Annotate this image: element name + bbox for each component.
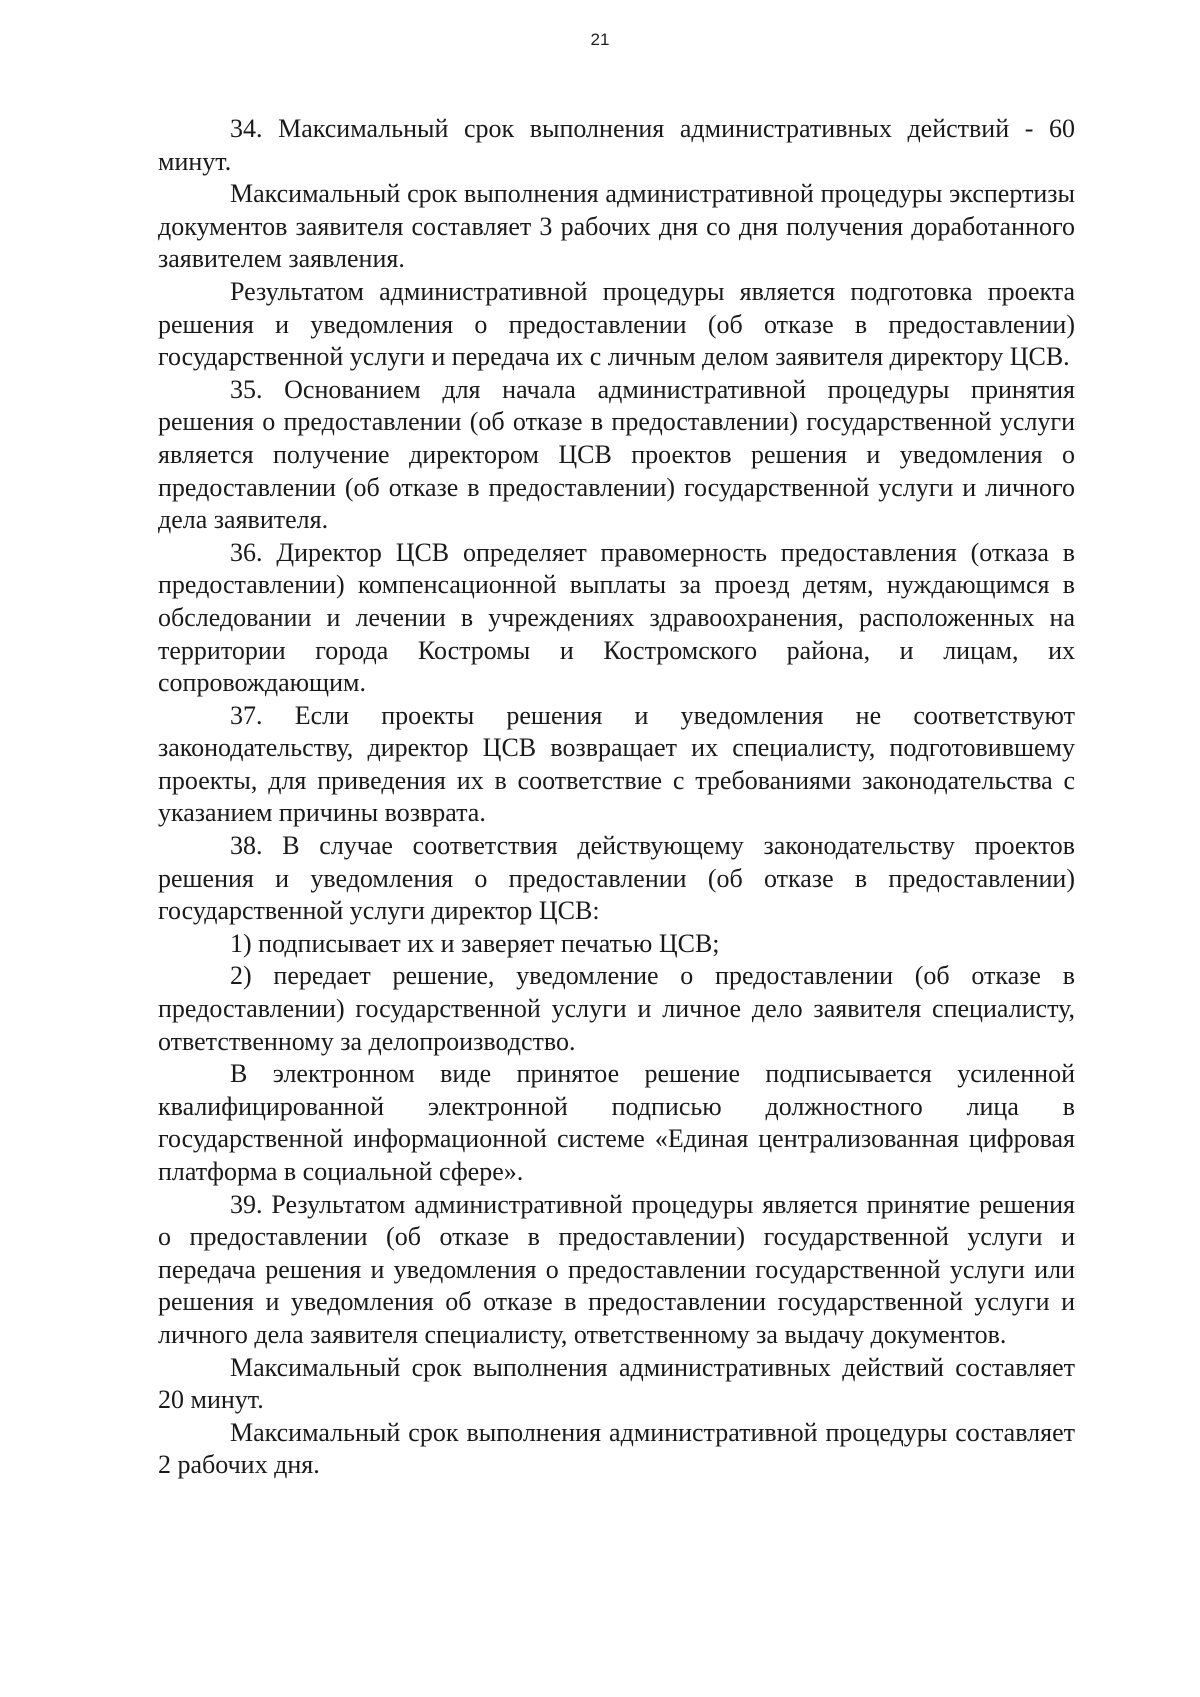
page-number: 21 [590,30,610,49]
list-item-1: 1) подписывает их и заверяет печатью ЦСВ; [230,928,720,958]
paragraph-37: 37. Если проекты решения и уведомления не соответствуют законодательству, директор ЦСВ возвращает их специалисту, подготовившему проекты, для приведения их в соответствие с требованиями законодательства с указанием причины возврата. [158,700,1075,828]
paragraph-electronic-signature: В электронном виде принятое решение подписывается усиленной квалифицированной электронной подписью должностного лица в государственной информационной системе «Единая централизованная цифровая платформа в социальной сфере». [158,1059,1075,1186]
paragraph-38: 38. В случае соответствия действующему законодательству проектов решения и уведомления о предоставлении (об отказе в предоставлении) государственной услуги директор ЦСВ: [158,831,1075,926]
document-body [158,113,1075,1482]
paragraph-36: 36. Директор ЦСВ определяет правомерность предоставления (отказа в предоставлении) компенсационной выплаты за проезд детям, нуждающимся в обследовании и лечении в учреждениях здравоохранения, расположенных на территории города Костромы и Костромского района, и лицам, их сопровождающим. [158,537,1075,698]
paragraph-34: 34. Максимальный срок выполнения административных действий - 60 минут. [158,114,1075,176]
paragraph-expertise-term: Максимальный срок выполнения административной процедуры экспертизы документов заявителя составляет 3 рабочих дня со дня получения доработанного заявителем заявления. [158,179,1075,274]
paragraph-35: 35. Основанием для начала административной процедуры принятия решения о предоставлении (об отказе в предоставлении) государственной услуги является получение директором ЦСВ проектов решения и уведомления о предоставлении (об отказе в предоставлении) государственной услуги и личного дела заявителя. [158,374,1075,535]
paragraph-procedure-result: Результатом административной процедуры является подготовка проекта решения и уведомления о предоставлении (об отказе в предоставлении) государственной услуги и передача их с личным делом заявителя директору ЦСВ. [158,276,1075,372]
list-item-2: 2) передает решение, уведомление о предоставлении (об отказе в предоставлении) государственной услуги и личное дело заявителя специалисту, ответственному за делопроизводство. [158,961,1075,1056]
paragraph-actions-term: Максимальный срок выполнения административных действий составляет 20 минут. [158,1352,1075,1415]
paragraph-39: 39. Результатом административной процедуры является принятие решения о предоставлении (об отказе в предоставлении) государственной услуги и передача решения и уведомления о предоставлении государственной услуги или решения и уведомления об отказе в предоставлении государственной услуги и личного дела заявителя специалисту, ответственному за выдачу документов. [158,1189,1075,1349]
paragraph-procedure-term: Максимальный срок выполнения административной процедуры составляет 2 рабочих дня. [158,1417,1075,1480]
